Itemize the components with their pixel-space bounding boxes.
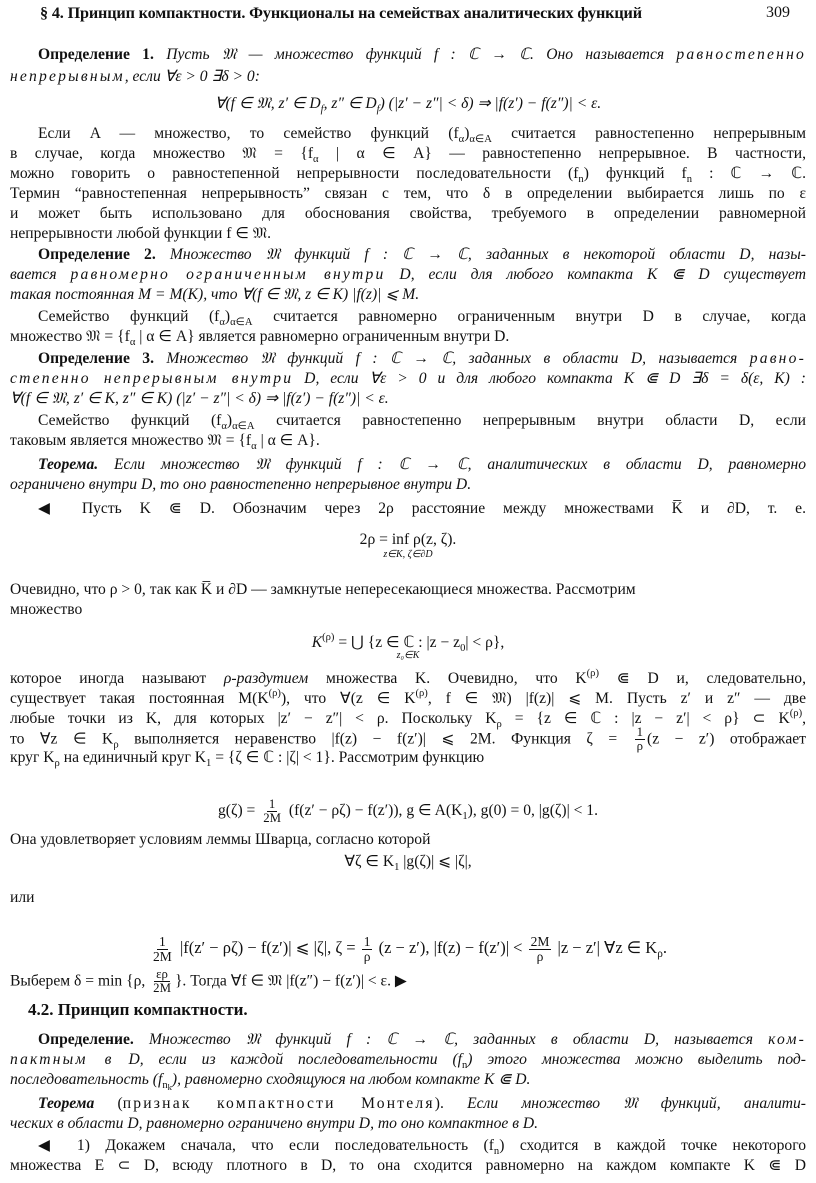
text-segment: таковым является множество 𝔐 = {f	[10, 432, 252, 449]
text-line	[10, 431, 806, 451]
text-segment: 1	[462, 811, 468, 822]
text-line	[10, 748, 806, 768]
text-segment: α	[458, 134, 465, 145]
text-segment: }. Тогда ∀f ∈ 𝔐 |f(z″) − f(z′)| < ε. ▶	[174, 972, 407, 990]
text-segment: |z − z′| ∀z ∈ K	[553, 938, 658, 957]
fraction-denominator: 2M	[153, 981, 171, 996]
text-segment: можно говорить о равностепенной непрерывности последовательности (f	[10, 165, 579, 182]
text-segment: , f ∈ 𝔐) |f(z)| ⩽ M. Пусть z′ и z″ — две	[427, 690, 806, 707]
text-segment: множества E ⊂ D, всюду плотного в D, то она сходится равномерно на каждом компакте K ⋐ D	[10, 1157, 806, 1174]
text-line	[10, 704, 807, 730]
text-segment: (z − z′), |f(z) − f(z′)| <	[374, 938, 527, 957]
text-segment: D, если из каждой последовательности (f	[113, 1051, 462, 1068]
text-segment: α∈A	[469, 134, 492, 145]
text-segment: ρ	[657, 948, 663, 960]
text-segment: 4.2. Принцип компактности.	[28, 1000, 248, 1019]
text-segment: Пусть 𝔐 — множество функций f : ℂ → ℂ. Оно называется	[166, 46, 677, 63]
text-line	[10, 967, 806, 996]
text-segment: = ⋃ {z ∈ ℂ : |z − z	[334, 634, 461, 651]
text-line	[10, 664, 806, 687]
text-segment: ), равномерно сходящуюся на любом компакте K ⋐ D.	[171, 1071, 531, 1088]
text-segment: n	[686, 174, 693, 185]
text-segment: α	[221, 421, 227, 432]
text-segment: признак компактности Монтеля	[122, 1095, 435, 1112]
text-segment: (ρ)	[268, 688, 281, 699]
text-segment: 2ρ = inf ρ(z, ζ).	[359, 531, 457, 548]
text-line	[10, 245, 806, 265]
text-segment: f	[320, 104, 324, 115]
text-segment: , если ∀ε > 0 ∃δ > 0:	[124, 68, 260, 85]
text-segment: непрерывным	[10, 68, 125, 85]
text-line	[10, 164, 806, 184]
text-line	[10, 1070, 806, 1090]
text-segment: Множество 𝔐 функций f : ℂ → ℂ, заданных в области D, называется	[166, 350, 750, 367]
display-formula	[10, 852, 806, 872]
text-segment: ⋐ D и, следовательно,	[598, 670, 806, 687]
text-segment: | α ∈ A}.	[256, 432, 320, 449]
text-segment: D, если ∀ε > 0 и для любого компакта K ⋐ D ∃δ = δ(ε, K) :	[293, 370, 807, 387]
text-segment: в случае, когда множество 𝔐 = {f	[10, 145, 314, 162]
text-segment: Если множество 𝔐 функций, аналити-	[467, 1095, 806, 1112]
text-segment: которое иногда называют	[10, 670, 224, 687]
text-line	[10, 580, 806, 600]
text-segment: ограничено внутри D, то оно равностепенно непрерывное внутри D.	[10, 476, 472, 493]
fraction-numerator: 1	[159, 933, 166, 949]
text-segment: (ρ)	[586, 668, 599, 679]
text-segment: множество 𝔐 = {f	[10, 328, 130, 345]
display-formula	[10, 618, 806, 661]
text-line	[10, 389, 806, 409]
text-segment: (ρ)	[789, 708, 803, 719]
text-segment: пактным в	[10, 1051, 114, 1068]
text-line	[10, 1030, 806, 1050]
text-segment: ческих в области D, равномерно ограничено внутри D, то оно компактное в D.	[10, 1115, 539, 1132]
text-segment: n	[461, 1060, 468, 1071]
text-segment: и может быть использовано для обоснования свойства, требуемого в определении равномерной	[10, 205, 806, 222]
text-segment: Термин “равностепенная непрерывность” связан с тем, что δ в определении выбирается лишь по ε	[10, 185, 806, 202]
text-segment: ) этого множества можно выделить под-	[467, 1051, 806, 1068]
fraction-numerator: 1	[363, 933, 371, 949]
text-segment: ∀(f ∈ 𝔐, z′ ∈ D	[214, 95, 321, 112]
text-segment: на единичный круг K	[59, 749, 207, 766]
text-line	[10, 725, 806, 754]
text-segment: ), g(0) = 0, |g(ζ)| < 1.	[467, 802, 598, 819]
text-segment: (z − z′) отображает	[647, 730, 806, 748]
text-line	[10, 285, 806, 305]
text-segment: ρ	[496, 719, 502, 730]
text-line	[10, 600, 806, 620]
text-segment: k	[167, 1082, 172, 1092]
text-line	[10, 499, 806, 519]
text-segment: n	[578, 174, 584, 185]
fraction	[529, 935, 552, 964]
text-segment: α	[129, 337, 136, 348]
text-segment: Теорема.	[38, 456, 115, 473]
text-segment: (ρ)	[415, 688, 428, 699]
text-segment: ) сходится в каждой точке некоторого	[499, 1137, 807, 1154]
text-segment: непрерывности любой функции f ∈ 𝔐.	[10, 225, 272, 242]
text-segment: , z″ ∈ D	[323, 95, 377, 112]
text-segment: (f(z′ − ρζ) − f(z′)), g ∈ A(K	[285, 802, 463, 819]
text-segment: ρ	[113, 739, 119, 751]
text-segment: последовательность (f	[10, 1071, 163, 1088]
text-line	[10, 1094, 806, 1114]
text-segment: вается	[10, 266, 71, 283]
text-segment: |g(ζ)| ⩽ |ζ|,	[399, 853, 472, 870]
display-formula	[10, 794, 806, 828]
text-segment: )	[224, 308, 231, 325]
text-segment: α	[251, 441, 257, 452]
text-segment: ∀(f ∈ 𝔐, z′ ∈ K, z″ ∈ K) (|z′ − z″| < δ) ⇒ |f(z′) − f(z″)| < ε.	[10, 390, 389, 407]
text-segment: |f(z′ − ρζ) − f(z′)| ⩽ |ζ|, ζ =	[175, 938, 360, 957]
text-segment: ком-	[768, 1031, 807, 1048]
text-segment: )	[226, 412, 233, 429]
text-segment: (ρ)	[322, 632, 335, 643]
text-line	[10, 265, 806, 285]
text-segment: g(ζ) =	[218, 802, 260, 819]
text-line	[10, 224, 806, 244]
text-segment: множества K. Очевидно, что K	[308, 670, 587, 687]
text-line	[10, 349, 806, 369]
text-line	[10, 684, 806, 707]
text-segment: n	[162, 1080, 168, 1091]
text-segment: любые точки из K, для которых |z′ − z″| < ρ. Поскольку K	[10, 710, 497, 727]
fraction-denominator: ρ	[536, 948, 544, 964]
text-line	[10, 411, 806, 431]
fraction-denominator: ρ	[363, 948, 371, 964]
text-line	[10, 888, 806, 908]
text-segment: ◀ Пусть K ⋐ D. Обозначим через 2ρ расстояние между множествами K̅ и ∂D, т. е.	[38, 500, 806, 517]
text-segment: ), что ∀(z ∈ K	[280, 690, 416, 707]
text-segment: .	[662, 938, 667, 957]
text-segment: Семейство функций (f	[38, 308, 220, 325]
fraction	[362, 935, 373, 964]
text-segment: множество	[10, 601, 83, 618]
page-number: 309	[766, 4, 790, 21]
running-header	[0, 4, 816, 26]
text-segment: 1	[206, 758, 212, 769]
fraction-numerator: 1	[268, 796, 276, 811]
display-formula	[10, 523, 806, 560]
text-line	[10, 144, 806, 164]
text-segment: Очевидно, что ρ > 0, так как K̅ и ∂D — замкнутые непересекающиеся множества. Рассмотрим	[10, 581, 636, 598]
text-segment: Определение.	[38, 1031, 149, 1048]
display-formula	[10, 94, 806, 114]
text-segment: круг K	[10, 749, 55, 766]
text-segment: (	[94, 1095, 123, 1112]
text-segment: Выберем δ = min {ρ,	[10, 972, 150, 990]
text-segment: существует такая постоянная M(K	[10, 690, 269, 707]
text-segment: α	[219, 317, 225, 328]
text-segment: Определение 2.	[38, 246, 170, 263]
text-segment: то ∀z ∈ K	[10, 730, 114, 748]
text-segment: Если A — множество, то семейство функций (f	[38, 125, 459, 142]
fraction-denominator: ρ	[636, 739, 643, 754]
text-segment: выполняется неравенство |f(z) − f(z′)| ⩽ 2M. Функция ζ =	[118, 730, 633, 748]
fraction-denominator: 2M	[263, 810, 281, 825]
text-segment: ) функций f	[583, 165, 687, 182]
operator-subscript: z∈K, ζ∈∂D	[383, 549, 433, 560]
text-segment: равномерно ограниченным внутри	[70, 266, 386, 283]
text-line	[10, 184, 806, 204]
text-line	[10, 475, 806, 495]
text-segment: Определение 1.	[38, 46, 167, 63]
text-segment: ∀ζ ∈ K	[344, 853, 395, 870]
text-segment: ,	[802, 710, 807, 727]
text-segment: 1	[394, 862, 400, 873]
fraction-numerator: ερ	[156, 967, 168, 981]
fraction	[261, 798, 283, 826]
text-line	[10, 67, 806, 87]
text-line	[10, 1156, 806, 1176]
text-line	[10, 327, 806, 347]
text-line	[10, 124, 806, 144]
text-segment: : ℂ → ℂ.	[692, 165, 806, 182]
operator-subscript: z₀∈K	[396, 650, 420, 661]
text-segment: α∈A	[232, 421, 255, 432]
text-segment: = {z ∈ ℂ : |z − z′| < ρ} ⊂ K	[501, 710, 790, 727]
text-segment: Теорема	[38, 1095, 95, 1112]
text-segment: n	[493, 1146, 500, 1157]
fraction	[151, 935, 174, 964]
text-line	[10, 1114, 806, 1134]
text-segment: 0	[460, 643, 466, 654]
text-segment: Семейство функций (f	[38, 412, 222, 429]
fraction	[151, 968, 173, 996]
text-segment: ρ-раздутием	[223, 670, 309, 687]
text-segment: считается равностепенно непрерывным	[491, 125, 806, 142]
text-segment: или	[10, 889, 35, 906]
text-line	[10, 1136, 806, 1156]
text-segment: D, если для любого компакта K ⋐ D существует	[385, 266, 806, 283]
text-segment: равно-	[749, 350, 806, 367]
display-formula	[10, 928, 806, 968]
text-segment: считается равностепенно непрерывным внутри области D, если	[254, 412, 806, 429]
text-segment: Она удовлетворяет условиям леммы Шварца, согласно которой	[10, 831, 431, 848]
text-segment: Множество 𝔐 функций f : ℂ → ℂ, заданных в некоторой области D, назы-	[169, 246, 806, 263]
text-segment: | < ρ},	[465, 634, 505, 651]
text-segment: ).	[434, 1095, 468, 1112]
text-segment: K	[311, 634, 323, 651]
text-segment: | α ∈ A} является равномерно ограниченным внутри D.	[135, 328, 510, 345]
text-segment: )	[464, 125, 470, 142]
fraction-numerator: 1	[636, 725, 643, 739]
text-segment: Определение 3.	[38, 350, 167, 367]
text-segment: f	[376, 104, 380, 115]
text-line	[10, 830, 806, 850]
fraction-numerator: 2M	[530, 933, 550, 949]
text-segment: ) (|z′ − z″| < δ) ⇒ |f(z′) − f(z″)| < ε.	[379, 95, 602, 112]
text-segment: | α ∈ A} — равностепенно непрерывное. В частности,	[318, 145, 806, 162]
text-segment: α	[313, 154, 319, 165]
text-segment: Множество 𝔐 функций f : ℂ → ℂ, заданных в области D, называется	[148, 1031, 769, 1048]
text-line	[10, 1050, 806, 1070]
text-segment: такая постоянная M = M(K), что ∀(f ∈ 𝔐, z ∈ K) |f(z)| ⩽ M.	[10, 286, 420, 303]
text-segment: Если множество 𝔐 функций f : ℂ → ℂ, аналитических в области D, равномерно	[114, 456, 806, 473]
text-segment: степенно непрерывным внутри	[10, 370, 294, 387]
text-line	[10, 45, 806, 65]
section-heading	[28, 998, 816, 1022]
text-segment: α∈A	[230, 317, 253, 328]
running-header-title: § 4. Принцип компактности. Функционалы на семействах аналитических функций	[40, 4, 642, 22]
text-line	[10, 369, 806, 389]
text-segment: = {ζ ∈ ℂ : |ζ| < 1}. Рассмотрим функцию	[211, 749, 485, 766]
fraction-denominator: 2M	[153, 948, 172, 964]
text-line	[10, 307, 806, 327]
text-line	[10, 204, 806, 224]
text-segment: ◀ 1) Докажем сначала, что если последовательность (f	[38, 1137, 494, 1154]
text-segment: равностепенно	[676, 46, 807, 63]
text-line	[10, 455, 806, 475]
text-segment: ρ	[54, 758, 60, 769]
text-segment: считается равномерно ограниченным внутри D в случае, когда	[252, 308, 806, 325]
